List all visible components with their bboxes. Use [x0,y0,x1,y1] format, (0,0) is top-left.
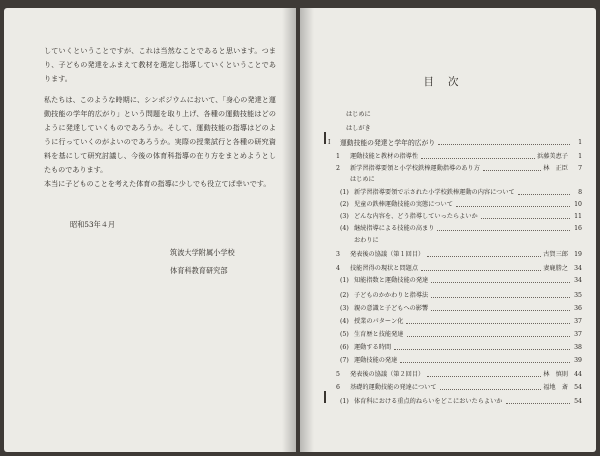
toc-entry-title: 生育歴と技能発達 [354,331,404,338]
toc-entry-number: 5 [336,371,340,378]
section-marker [324,132,326,144]
toc-entry-title: はじめに [350,176,375,183]
right-page [300,8,596,452]
toc-leader-dots [407,336,571,337]
table-of-contents [300,8,596,452]
toc-leader-dots [483,170,541,171]
toc-leader-dots [431,297,570,298]
preface-paragraph-3: 本当に子どものことを考えた体育の指導に少しでも役立てば幸いです。 [44,179,271,188]
toc-entry-number: (2) [340,201,349,208]
toc-entry-page: 36 [574,305,582,312]
toc-entry [300,188,596,198]
toc-entry [300,304,596,314]
org-line-2: 体育科教育研究部 [170,266,228,275]
toc-entry-author: 浜藤美恵子 [537,153,568,160]
toc-leader-dots [437,230,570,231]
toc-leader-dots [406,323,570,324]
toc-entry-page: 10 [574,201,582,208]
toc-leader-dots [518,194,570,195]
toc-entry-number: (3) [340,305,349,312]
toc-entry-author: 福地 斎 [543,384,568,391]
toc-entry-page: 8 [578,189,582,196]
toc-entry-title: 技能習得の現状と問題点 [350,265,419,272]
toc-entry-title: 運動技能の発達と学年的広がり [340,139,436,147]
toc-entry [300,330,596,340]
toc-leader-dots [431,310,570,311]
toc-title: 目次 [423,76,473,88]
toc-leader-dots [456,206,570,207]
toc-entry-number: 2 [336,165,340,172]
toc-entry-title: 新学習指導要領で示された小学校鉄棒運動の内容について [354,189,515,196]
toc-entry-title: 知能指数と運動技能の発達 [354,277,429,284]
toc-entry [300,138,596,148]
toc-entry-author: 古賀三郎 [543,251,568,258]
toc-leader-dots [506,403,571,404]
toc-entry [300,200,596,210]
toc-entry [300,317,596,327]
toc-entry [300,110,596,120]
toc-entry-number: (1) [340,398,349,405]
toc-leader-dots [427,256,541,257]
toc-entry-page: 44 [574,371,582,378]
toc-entry [300,212,596,222]
section-marker [324,391,326,403]
toc-entry-author: 妻鹿勝之 [543,265,568,272]
toc-entry-page: 1 [578,139,582,146]
toc-entry-title: 運動技能と教材の指導性 [350,153,419,160]
toc-entry [300,164,596,174]
preface-date: 昭和53年４月 [70,220,116,229]
toc-entry-title: 子どものかかわりと指導法 [354,292,429,299]
toc-entry [300,276,596,286]
toc-entry [300,356,596,366]
toc-entry-page: 11 [574,213,582,220]
toc-entry-number: (6) [340,344,349,351]
toc-entry-number: (5) [340,331,349,338]
preface-paragraph-1: していくということですが、これは当然なことであると思います。つまり、子どもの発達をふまえて教材を選定し指導していくということであります。 [44,46,276,83]
toc-entry-number: 3 [336,251,340,258]
toc-entry [300,152,596,162]
toc-entry-number: (7) [340,357,349,364]
toc-entry-title: 運動する時間 [354,344,392,351]
toc-entry [300,236,596,246]
toc-entry-title: 授業のパターン化 [354,318,404,325]
toc-entry-page: 54 [574,384,582,391]
toc-entry-page: 16 [574,225,582,232]
toc-entry [300,224,596,234]
toc-entry [300,124,596,134]
toc-entry-number: (1) [340,189,349,196]
toc-entry-title: 基礎的運動技能の発達について [350,384,437,391]
toc-entry-title: はじめに [346,111,371,118]
toc-entry-author: 林 慎則 [543,371,568,378]
left-page [4,8,296,452]
toc-entry [300,264,596,274]
toc-entry [300,343,596,353]
toc-entry-number: (2) [340,292,349,299]
toc-entry [300,175,596,185]
toc-entry-title: 新学習指導要領と小学校鉄棒運動指導のあり方 [350,165,480,172]
toc-entry-title: 発表後の協議（第２回目） [350,371,425,378]
toc-entry-page: 34 [574,265,582,272]
toc-entry-number: (4) [340,318,349,325]
toc-entry-page: 37 [574,331,582,338]
toc-entry-number: Ⅰ [328,139,331,146]
toc-leader-dots [438,144,570,145]
toc-entry-title: 運動技能の発達 [354,357,398,364]
toc-entry-number: (1) [340,277,349,284]
toc-entry [300,291,596,301]
left-gutter-shadow [282,8,296,452]
toc-leader-dots [481,218,570,219]
toc-entry-title: 児童の鉄棒運動技能の実態について [354,201,453,208]
toc-entry-title: 体育科における重点的ねらいをどこにおいたらよいか [354,398,503,405]
preface-text [44,44,276,191]
toc-entry-number: (3) [340,213,349,220]
toc-entry-page: 1 [578,153,582,160]
toc-leader-dots [427,376,541,377]
toc-entry-title: はしがき [346,125,371,132]
toc-leader-dots [421,270,541,271]
org-line-1: 筑波大学附属小学校 [170,248,235,257]
preface-paragraph-2: 私たちは、このような時期に、シンポジウムにおいて、「身心の発達と運動技能の学年的広がり」という問題を取り上げ、各種の運動技能はどのように発達していくものであろうか。そして、運動技能の指導はどのように行っていくのがよいのであろうか。実際の授業試行と各種の研究資料を基にして研究討議し、今後の体育科指導の在り方をまとめようとしたものであります。 [44,95,276,174]
toc-entry-page: 19 [574,251,582,258]
toc-entry-page: 35 [574,292,582,299]
toc-entry-title: 発表後の協議（第１回目） [350,251,425,258]
toc-entry-page: 37 [574,318,582,325]
toc-entry [300,250,596,260]
toc-entry-title: どんな内容を、どう指導していったらよいか [354,213,478,220]
toc-entry [300,370,596,380]
toc-entry [300,383,596,393]
toc-entry-page: 38 [574,344,582,351]
toc-leader-dots [421,158,535,159]
toc-leader-dots [400,362,570,363]
toc-entry-page: 7 [578,165,582,172]
toc-leader-dots [394,349,570,350]
toc-entry-page: 54 [574,398,582,405]
toc-entry [300,397,596,407]
toc-entry-title: 継続指導による技能の高まり [354,225,435,232]
toc-leader-dots [440,389,542,390]
toc-leader-dots [431,282,570,283]
toc-entry-number: 1 [336,153,340,160]
toc-entry-page: 34 [574,277,582,284]
toc-entry-number: (4) [340,225,349,232]
toc-entry-title: おわりに [354,237,379,244]
toc-entry-author: 林 正臣 [543,165,568,172]
toc-entry-number: 4 [336,265,340,272]
toc-entry-title: 親の意識と子どもへの影響 [354,305,429,312]
toc-entry-page: 39 [574,357,582,364]
toc-entry-number: 6 [336,384,340,391]
